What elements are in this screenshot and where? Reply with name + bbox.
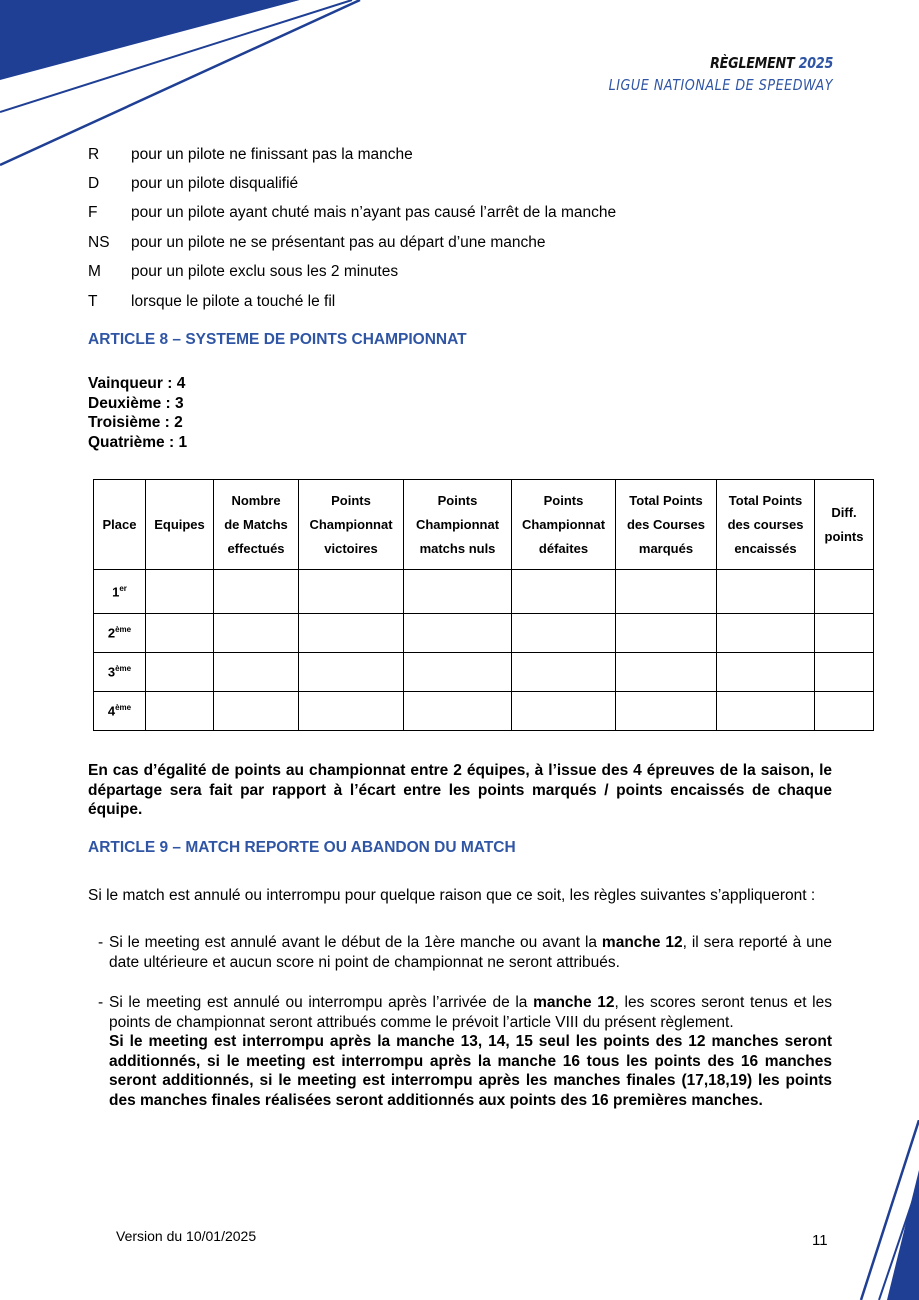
table-cell (717, 614, 815, 653)
header-line: de Matchs (224, 516, 288, 532)
points-line: Vainqueur : 4 (88, 375, 186, 392)
code-text: lorsque le pilote a touché le fil (131, 292, 336, 310)
article-9-intro: Si le match est annulé ou interrompu pour quelque raison que ce soit, les règles suivantes s’appliqueront : (88, 887, 816, 904)
col-header-place (94, 480, 146, 570)
table-cell (404, 614, 512, 653)
table-cell (717, 653, 815, 692)
table-cell (717, 692, 815, 731)
bullet-text-part: , il sera reporté à une date ultérieure et aucun score ni point de championnat ne seront attribués. (109, 934, 832, 971)
code-key: F (88, 204, 98, 222)
col-header-wins (299, 480, 404, 570)
table-cell (815, 570, 874, 614)
table-cell (214, 570, 299, 614)
header-line: défaites (538, 540, 589, 556)
header-line: marqués (638, 540, 694, 556)
bottom-right-decoration (839, 1120, 919, 1300)
bullet-item (98, 993, 832, 1110)
code-row (88, 140, 616, 169)
bullet-text-part: Si le meeting est annulé ou interrompu après l’arrivée de la (109, 994, 534, 1011)
bullet-bold-text: Si le meeting est interrompu après la manche 13, 14, 15 seul les points des 12 manches seront additionnés, si le meeting est interrompu après la manche 16 tous les points des 16 manches seront additionnés, si le meeting est interrompu après les manches finales (17,18,19) les points des manches finales réalisées seront additionnés aux points des 16 premières manches. (109, 1033, 832, 1109)
table-row (94, 570, 874, 614)
bullet-dash: - (98, 994, 104, 1011)
header-line: Points (543, 492, 584, 508)
header-line: Championnat (521, 516, 606, 532)
points-line: Quatrième : 1 (88, 433, 188, 451)
place-cell (94, 570, 146, 614)
header-line: Equipes (154, 516, 205, 532)
table-cell (299, 614, 404, 653)
header-title-text: RÈGLEMENT (710, 54, 795, 72)
header-line: effectués (227, 540, 285, 556)
table-cell (616, 653, 717, 692)
col-header-losses (512, 480, 616, 570)
table-cell (616, 570, 717, 614)
table-cell (512, 614, 616, 653)
header-line: Place (102, 516, 137, 532)
table-cell (299, 692, 404, 731)
table-cell (146, 570, 214, 614)
col-header-matches (214, 480, 299, 570)
place-suffix: ème (115, 703, 132, 713)
header-line: points (824, 528, 864, 544)
header-line: Championnat (309, 516, 393, 532)
place-cell (94, 653, 146, 692)
table-header-row (94, 480, 874, 570)
table-cell (404, 692, 512, 731)
code-row (88, 258, 616, 287)
bullet-text-strong: manche 12 (533, 994, 615, 1011)
code-text: pour un pilote ne se présentant pas au départ d’une manche (131, 233, 546, 251)
place-number: 4 (107, 703, 116, 719)
header-line: Championnat (415, 516, 500, 532)
table-cell (512, 570, 616, 614)
tiebreak-paragraph: En cas d’égalité de points au championnat entre 2 équipes, à l’issue des 4 épreuves de la saison, le départage sera fait par rapport à l’écart entre les points marqués / points encaissés de chaque équipe. (88, 762, 832, 818)
table-row (94, 614, 874, 653)
place-number: 2 (107, 625, 116, 641)
table-cell (146, 692, 214, 731)
header-line: victoires (324, 540, 378, 556)
table-cell (299, 653, 404, 692)
table-cell (146, 614, 214, 653)
bullet-dash: - (98, 934, 104, 951)
code-key: M (88, 263, 101, 281)
bullet-text-part: , les scores seront tenus et les points de championnat seront attribués comme le prévoit l’article VIII du présent règlement. (109, 994, 832, 1031)
code-key: NS (88, 233, 110, 251)
col-header-draws (404, 480, 512, 570)
header-title (609, 54, 833, 72)
points-system (88, 374, 187, 452)
code-text: pour un pilote exclu sous les 2 minutes (131, 263, 399, 281)
code-key: R (88, 145, 100, 163)
bullet-text-strong: manche 12 (601, 934, 683, 951)
bullet-text (109, 993, 832, 1110)
table-cell (404, 570, 512, 614)
col-header-conceded (717, 480, 815, 570)
table-cell (214, 692, 299, 731)
table-cell (815, 692, 874, 731)
article-8-heading: ARTICLE 8 – SYSTEME DE POINTS CHAMPIONNAT (88, 331, 467, 348)
article-9-heading: ARTICLE 9 – MATCH REPORTE OU ABANDON DU MATCH (88, 839, 516, 856)
bullet-text-part: Si le meeting est annulé avant le début de la 1ère manche ou avant la (109, 934, 602, 951)
header-year: 2025 (798, 54, 833, 72)
code-row (88, 169, 616, 198)
table-row (94, 653, 874, 692)
footer-version: Version du 10/01/2025 (116, 1228, 257, 1244)
table-cell (214, 653, 299, 692)
code-row (88, 287, 616, 316)
championship-table (93, 479, 874, 731)
code-text: pour un pilote disqualifié (131, 175, 299, 193)
header-line: des courses (727, 516, 804, 532)
header-line: Diff. (831, 504, 857, 520)
place-cell (94, 614, 146, 653)
bullet-item (98, 933, 832, 972)
header-line: Points (331, 492, 371, 508)
place-cell (94, 692, 146, 731)
place-number: 1 (112, 584, 120, 600)
place-suffix: er (119, 583, 127, 593)
table-cell (512, 653, 616, 692)
header-line: matchs nuls (419, 540, 496, 556)
table-cell (815, 653, 874, 692)
table-cell (512, 692, 616, 731)
code-key: D (88, 175, 100, 193)
code-row (88, 228, 616, 257)
header-subtitle: LIGUE NATIONALE DE SPEEDWAY (608, 76, 833, 94)
header-line: encaissés (734, 540, 797, 556)
points-line: Deuxième : 3 (88, 394, 184, 412)
table-cell (404, 653, 512, 692)
header-line: Nombre (231, 492, 281, 508)
code-text: pour un pilote ayant chuté mais n’ayant pas causé l’arrêt de la manche (131, 204, 617, 222)
place-suffix: ème (115, 625, 132, 635)
table-cell (616, 692, 717, 731)
table-cell (815, 614, 874, 653)
col-header-scored (616, 480, 717, 570)
code-text: pour un pilote ne finissant pas la manche (131, 145, 413, 163)
table-cell (616, 614, 717, 653)
bullet-text (109, 933, 832, 972)
place-number: 3 (107, 664, 116, 680)
page-number: 11 (812, 1232, 828, 1249)
table-row (94, 692, 874, 731)
points-line: Troisième : 2 (88, 414, 183, 431)
document-header (569, 54, 833, 94)
header-line: des Courses (626, 516, 706, 532)
table-cell (146, 653, 214, 692)
table-cell (214, 614, 299, 653)
result-codes-list (88, 140, 616, 316)
header-line: Total Points (728, 492, 803, 508)
code-row (88, 199, 616, 228)
table-cell (717, 570, 815, 614)
header-line: Points (437, 492, 478, 508)
table-cell (299, 570, 404, 614)
header-line: Total Points (629, 492, 703, 508)
code-key: T (88, 292, 98, 310)
col-header-diff (815, 480, 874, 570)
col-header-teams (146, 480, 214, 570)
place-suffix: ème (115, 664, 132, 674)
